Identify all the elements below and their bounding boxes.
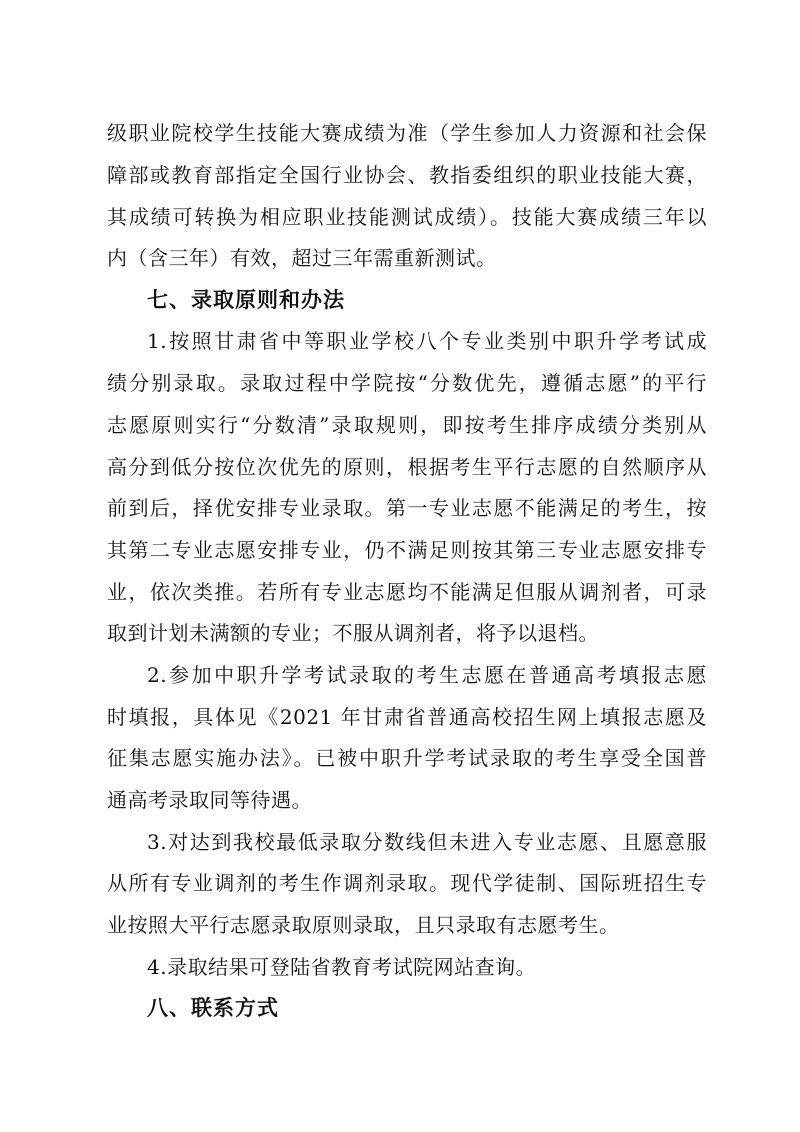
item1-line-8: 取到计划未满额的专业；不服从调剂者，将予以退档。 xyxy=(107,621,599,645)
section-heading-contact: 八、联系方式 xyxy=(147,996,279,1020)
item4-line-1: 4.录取结果可登陆省教育考试院网站查询。 xyxy=(147,955,537,979)
item3-line-1: 3.对达到我校最低录取分数线但未进入专业志愿、且愿意服 xyxy=(147,830,707,854)
item2-line-1: 2.参加中职升学考试录取的考生志愿在普通高考填报志愿 xyxy=(147,663,707,687)
item1-line-4: 高分到低分按位次优先的原则，根据考生平行志愿的自然顺序从 xyxy=(107,455,707,479)
item2-line-4: 通高考录取同等待遇。 xyxy=(107,788,312,812)
item1-line-6: 其第二专业志愿安排专业，仍不满足则按其第三专业志愿安排专 xyxy=(107,538,707,562)
item1-line-2: 绩分别录取。录取过程中学院按“分数优先，遵循志愿”的平行 xyxy=(107,371,707,395)
section-heading-admission-principles: 七、录取原则和办法 xyxy=(147,288,345,312)
intro-line-3: 其成绩可转换为相应职业技能测试成绩）。技能大赛成绩三年以 xyxy=(107,205,707,229)
item1-line-5: 前到后，择优安排专业录取。第一专业志愿不能满足的考生，按 xyxy=(107,496,707,520)
item1-line-3: 志愿原则实行“分数清”录取规则，即按考生排序成绩分类别从 xyxy=(107,413,707,437)
intro-line-4: 内（含三年）有效，超过三年需重新测试。 xyxy=(107,246,497,270)
item2-line-3: 征集志愿实施办法》。已被中职升学考试录取的考生享受全国普 xyxy=(107,746,707,770)
item1-line-7: 业，依次类推。若所有专业志愿均不能满足但服从调剂者，可录 xyxy=(107,580,707,604)
intro-line-1: 级职业院校学生技能大赛成绩为准（学生参加人力资源和社会保 xyxy=(107,121,707,145)
intro-line-2: 障部或教育部指定全国行业协会、教指委组织的职业技能大赛， xyxy=(107,163,707,187)
item3-line-2: 从所有专业调剂的考生作调剂录取。现代学徒制、国际班招生专 xyxy=(107,871,707,895)
item2-line-2: 时填报，具体见《2021 年甘肃省普通高校招生网上填报志愿及 xyxy=(107,705,707,729)
item1-line-1: 1.按照甘肃省中等职业学校八个专业类别中职升学考试成 xyxy=(147,329,707,353)
item3-line-3: 业按照大平行志愿录取原则录取，且只录取有志愿考生。 xyxy=(107,913,620,937)
